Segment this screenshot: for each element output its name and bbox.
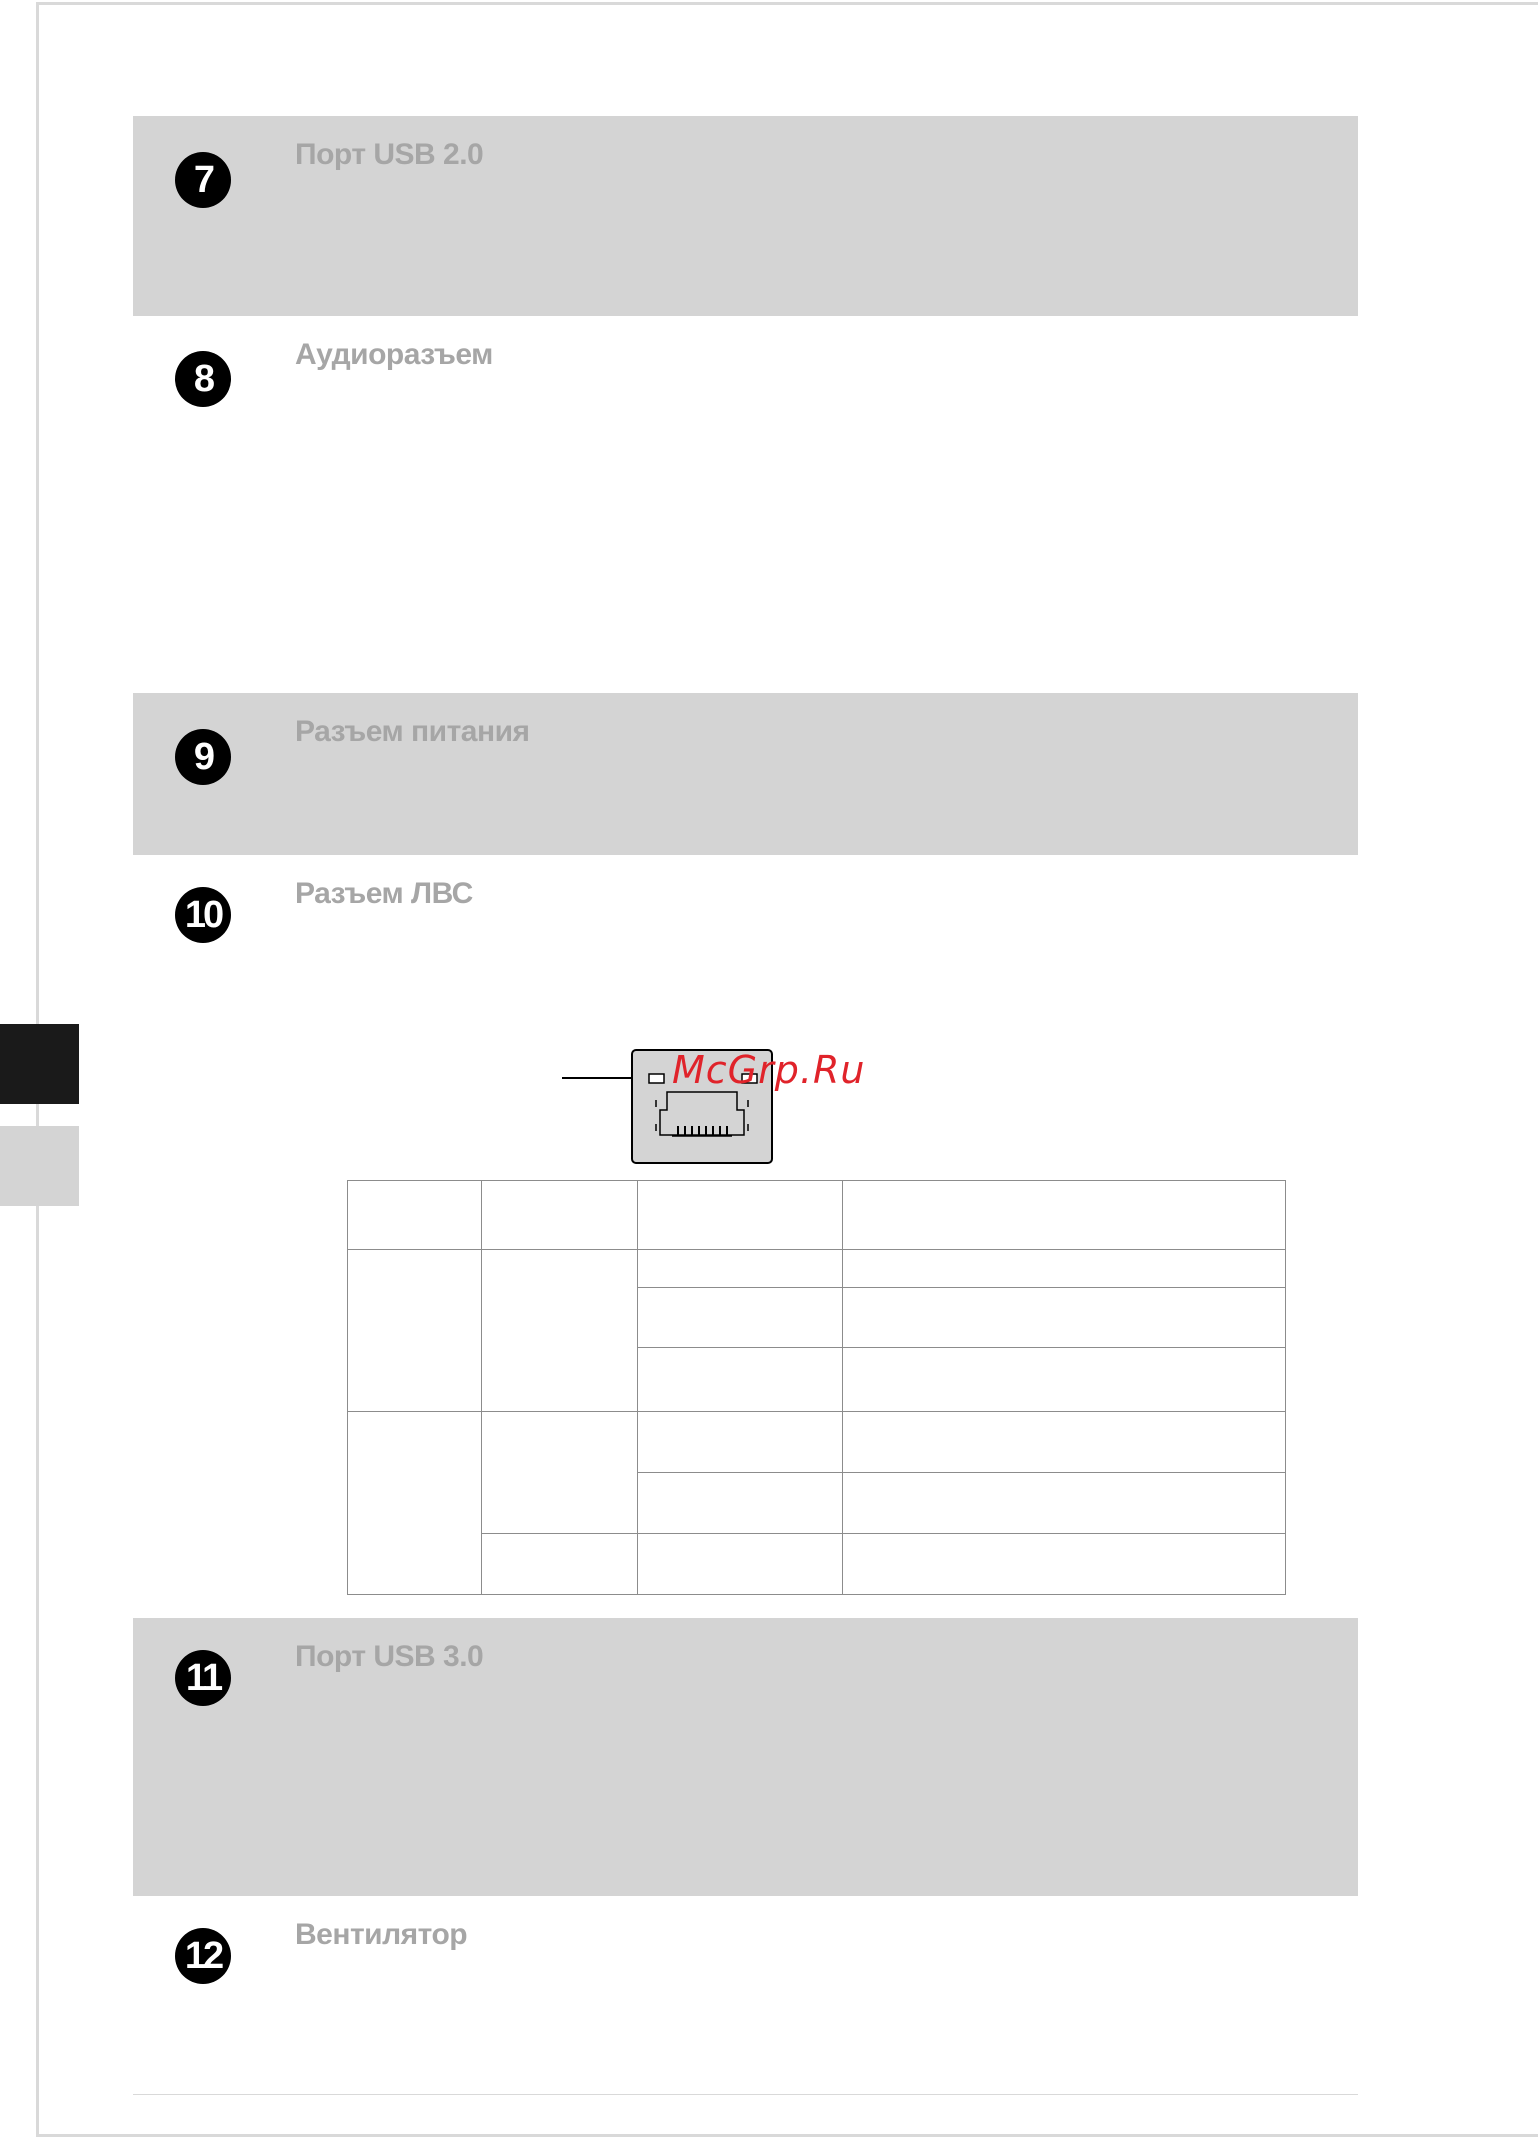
section-title: Разъем питания	[295, 715, 530, 748]
table-cell	[638, 1473, 843, 1534]
section-title: Порт USB 2.0	[295, 138, 484, 171]
section-number-badge: 8	[175, 351, 231, 407]
section-power	[133, 693, 1358, 855]
table-cell	[348, 1250, 482, 1412]
link-led	[649, 1074, 664, 1083]
section-title: Порт USB 3.0	[295, 1640, 484, 1673]
section-title: Разъем ЛВС	[295, 877, 473, 910]
section-number-badge: 11	[175, 1650, 231, 1706]
table-cell	[843, 1473, 1286, 1534]
table-cell	[638, 1534, 843, 1595]
table-cell	[843, 1181, 1286, 1250]
section-usb3	[133, 1618, 1358, 1896]
table-cell	[638, 1250, 843, 1288]
table-cell	[482, 1250, 638, 1412]
table-cell	[638, 1181, 843, 1250]
table-cell	[482, 1534, 638, 1595]
table-cell	[482, 1181, 638, 1250]
table-cell	[843, 1250, 1286, 1288]
side-tab-active	[0, 1024, 79, 1104]
section-number-badge: 9	[175, 729, 231, 785]
table-cell	[348, 1412, 482, 1595]
table-cell	[482, 1412, 638, 1534]
table-cell	[843, 1534, 1286, 1595]
section-number-badge: 10	[175, 887, 231, 943]
table-cell	[638, 1412, 843, 1473]
watermark: McGrp.Ru	[672, 1048, 866, 1092]
table-cell	[348, 1181, 482, 1250]
table-cell	[843, 1412, 1286, 1473]
table-cell	[638, 1348, 843, 1412]
section-title: Аудиоразъем	[295, 338, 493, 371]
footer-divider	[133, 2094, 1358, 2095]
section-number-badge: 7	[175, 152, 231, 208]
lan-led-table	[347, 1180, 1286, 1595]
side-tab-inactive	[0, 1126, 79, 1206]
section-number-badge: 12	[175, 1928, 231, 1984]
table-cell	[638, 1288, 843, 1348]
table-cell	[843, 1288, 1286, 1348]
table-cell	[843, 1348, 1286, 1412]
section-fan	[133, 1896, 1358, 2086]
section-title: Вентилятор	[295, 1918, 468, 1951]
section-audio	[133, 316, 1358, 693]
section-usb2	[133, 116, 1358, 316]
